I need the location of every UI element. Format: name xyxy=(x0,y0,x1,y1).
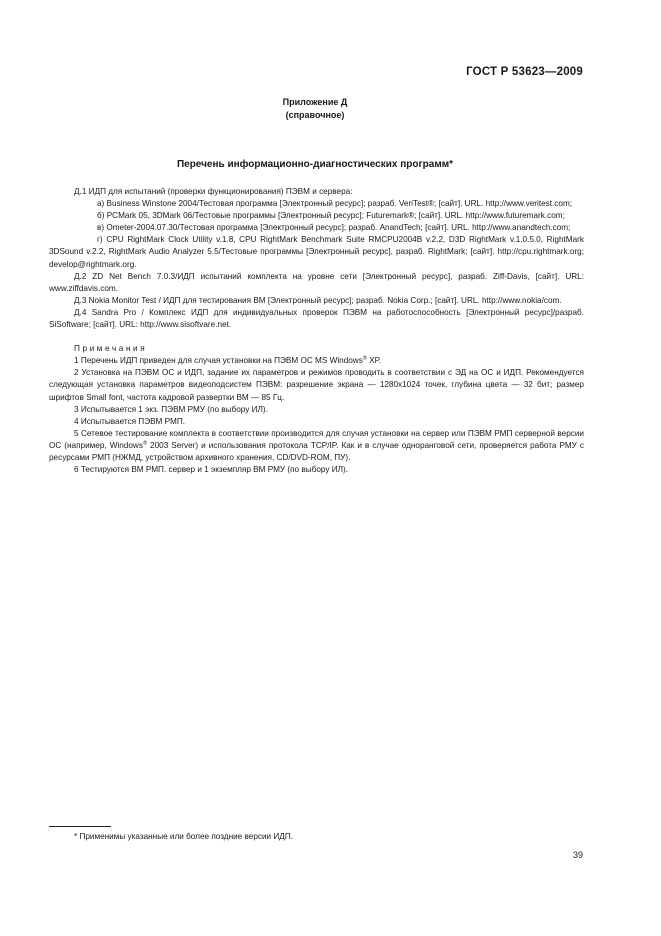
item-d3: Д.3 Nokia Monitor Test / ИДП для тестирования ВМ [Электронный ресурс]; разраб. Nokia Corp.; [сайт]. URL. http://www.nokia/com. xyxy=(74,295,562,305)
note-1 xyxy=(49,355,584,367)
registered-mark: ® xyxy=(362,355,367,362)
note-5 xyxy=(49,428,584,464)
note-5-tail: 2003 Server) и использования протокола TCP/IP. Как и в случае одноранговой сети, проверяется работа РМУ с ресурсами РМП (НЖМД, устройством архивного хранения, CD/DVD-ROM, ПУ). xyxy=(49,440,585,462)
appendix-type: (справочное) xyxy=(285,110,345,120)
note-1-tail: XP. xyxy=(366,356,382,366)
footnote-divider xyxy=(49,826,111,827)
note-1-text: 1 Перечень ИДП приведен для случая установки на ПЭВМ ОС MS Windows xyxy=(74,356,363,366)
page-number: 39 xyxy=(572,850,583,860)
footnote: * Применимы указанные или более поздние версии ИДП. xyxy=(74,832,293,841)
note-6: 6 Тестируются ВМ РМП. сервер и 1 экземпляр ВМ РМУ (по выбору ИЛ). xyxy=(74,465,348,475)
item-d1: Д.1 ИДП для испытаний (проверки функционирования) ПЭВМ и сервера: xyxy=(74,187,353,196)
section-title xyxy=(0,159,630,170)
item-d2: Д.2 ZD Net Bench 7.0.3/ИДП испытаний комплекта на уровне сети [Электронный ресурс], разраб. Ziff-Davis, [сайт]. URL: www.ziffdavis.com. xyxy=(49,271,584,293)
footnote-mark: * xyxy=(449,159,454,170)
document-code: ГОСТ Р 53623—2009 xyxy=(466,66,583,78)
item-d1-a: а) Business Winstone 2004/Тестовая программа [Электронный ресурс]; разраб. VeriTest®; [сайт]. URL. http://www.veritest.com; xyxy=(97,199,573,209)
item-d4: Д.4 Sandra Pro / Комплекс ИДП для индивидуальных проверок ПЭВМ на работоспособность [Электронный ресурс]/разраб. SiSoftware; [сайт]. URL: http://www.sisoftvare.net. xyxy=(49,307,584,330)
notes-title: Примечания xyxy=(74,344,148,354)
note-2: 2 Установка на ПЭВМ ОС и ИДП, задание их параметров и режимов проводить в соответствии с ЭД на ОС и ИДП. Рекомендуется следующая установка параметров видеоподсистем ПЭВМ: разрешение экрана — 1280х1024 точек, глубина цвета — 32 бит; размер шрифтов Small font, частота кадровой развертки ВМ — 85 Гц. xyxy=(49,368,584,402)
appendix-title: Приложение Д xyxy=(282,97,348,107)
registered-mark: ® xyxy=(142,440,147,447)
appendix-heading xyxy=(0,96,630,122)
item-d1-d: г) CPU RightMark Clock Utility v.1.8, CPU RightMark Benchmark Suite RMCPU2004B v.2.2, D3D RightMark v.1.0.5.0, RightMark 3DSound v.2.2, RightMark Audio Analyzer 5.5/Тестовые программы [Электронный ресурс], разраб. RightMark; [сайт]. http://cpu.rightmark.org; develop@rightmark.org. xyxy=(49,235,584,269)
item-d1-b: б) PCMark 05, 3DMark 06/Тестовые программы [Электронный ресурс]; Futuremark®; [сайт]. URL. http://www.futuremark.com; xyxy=(97,211,565,221)
section-title-text: Перечень информационно-диагностических программ xyxy=(176,159,450,170)
note-5-text: 5 Сетевое тестирование комплекта в соответствии производится для случая установки на сервер или ПЭВМ РМП серверной версии ОС (например, Windows xyxy=(49,428,584,450)
document-body xyxy=(49,186,584,476)
note-3: 3 Испытывается 1 экз. ПЭВМ РМУ (по выбору ИЛ). xyxy=(74,404,268,414)
note-4: 4 Испытывается ПЭВМ РМП. xyxy=(74,416,185,426)
item-d1-c: в) Ometer-2004.07.30/Тестовая программа [Электронный ресурс]; разраб. AnandTech; [сайт]. URL. http://www.anandtech.com; xyxy=(97,223,571,233)
